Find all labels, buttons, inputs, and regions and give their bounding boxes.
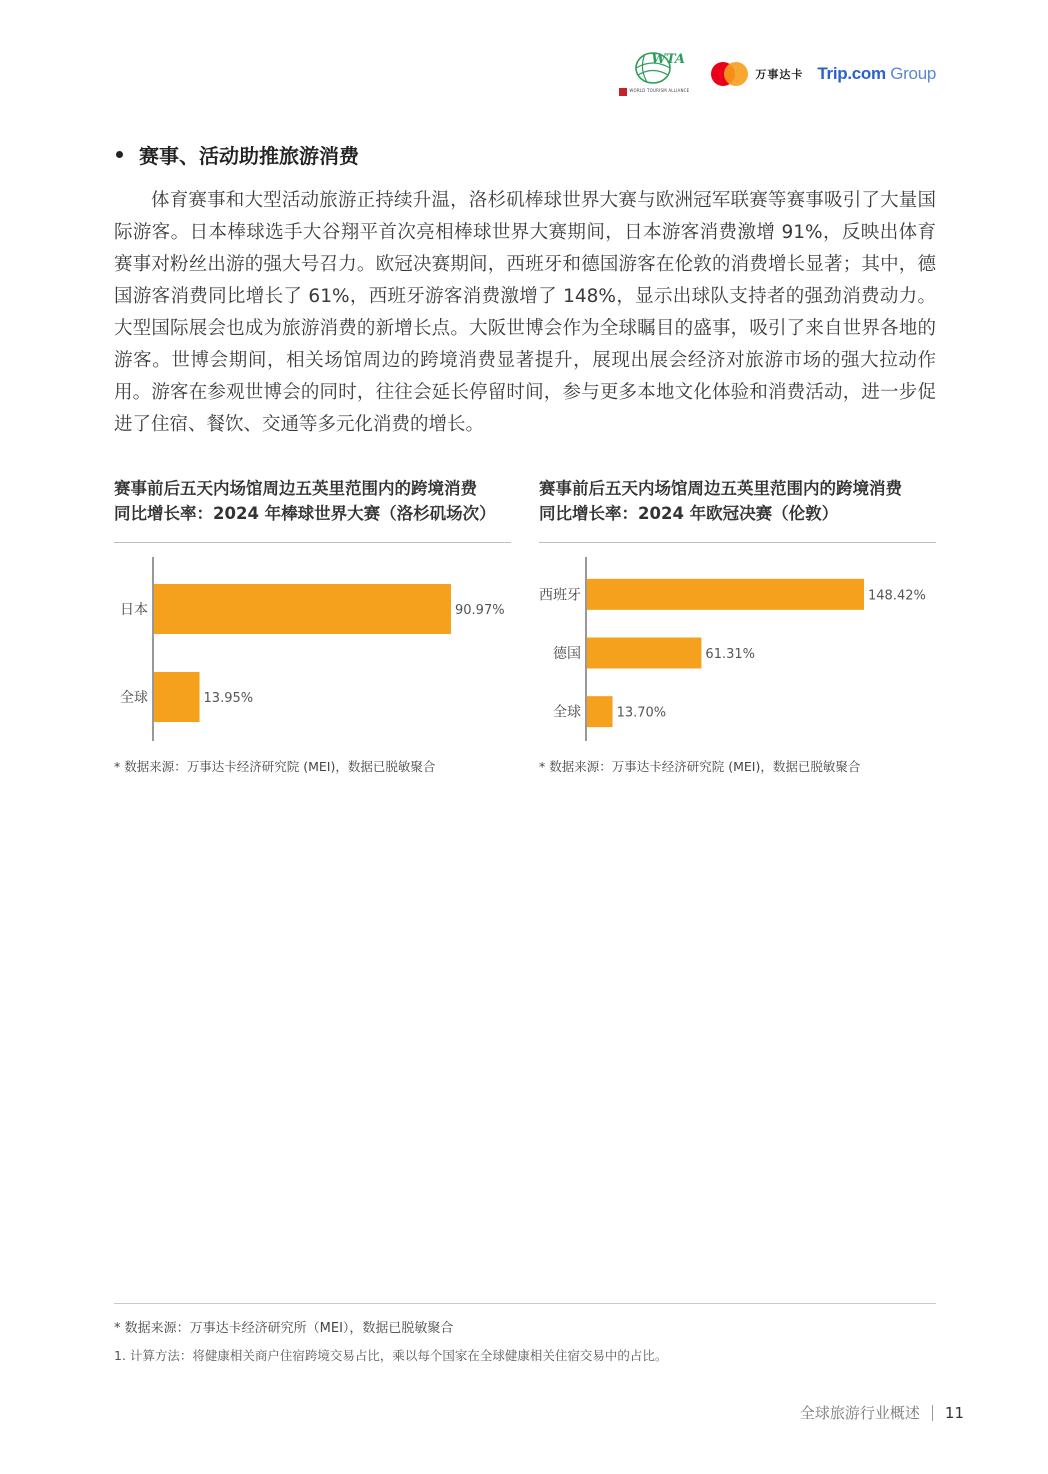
category-label: 德国	[553, 646, 581, 662]
body-paragraph: 体育赛事和大型活动旅游正持续升温，洛杉矶棒球世界大赛与欧洲冠军联赛等赛事吸引了大量国际游客。日本棒球选手大谷翔平首次亮相棒球世界大赛期间，日本游客消费激增 91%，反映出体育赛事对粉丝出游的强大号召力。欧冠决赛期间，西班牙和德国游客在伦敦的消费增长显著；其中，德国游客消费同比增长了 61%，西班牙游客消费激增了 148%，显示出球队支持者的强劲消费动力。大型国际展会也成为旅游消费的新增长点。大阪世博会作为全球瞩目的盛事，吸引了来自世界各地的游客。世博会期间，相关场馆周边的跨境消费显著提升，展现出展会经济对旅游市场的强大拉动作用。游客在参观世博会的同时，往往会延长停留时间，参与更多本地文化体验和消费活动，进一步促进了住宿、餐饮、交通等多元化消费的增长。	[114, 190, 936, 435]
bar-2	[587, 696, 613, 727]
section-title-text: 赛事、活动助推旅游消费	[139, 144, 359, 168]
bar-1	[154, 672, 200, 722]
chart-title-line1: 赛事前后五天内场馆周边五英里范围内的跨境消费	[114, 479, 477, 498]
trip-brand: Trip.com	[817, 64, 886, 83]
footnote-divider	[114, 1303, 936, 1304]
footnote-method: 1. 计算方法：将健康相关商户住宿跨境交易占比，乘以每个国家在全球健康相关住宿交易中的占比。	[114, 1348, 668, 1363]
header-logos	[619, 48, 936, 100]
mastercard-text: 万事达卡	[755, 68, 804, 81]
footnote-source: * 数据来源：万事达卡经济研究所（MEI），数据已脱敏聚合	[114, 1321, 454, 1336]
section-heading	[114, 140, 359, 169]
page-number: 11	[944, 1403, 964, 1422]
bar-0	[154, 584, 451, 634]
category-label: 全球	[120, 690, 148, 706]
trip-group: Group	[890, 64, 936, 83]
wta-subtext: WORLD TOURISM ALLIANCE	[629, 88, 690, 93]
bar-1	[587, 638, 701, 669]
chart-title	[114, 476, 512, 528]
mastercard-orange-circle	[724, 62, 748, 86]
value-label: 13.70%	[616, 705, 667, 721]
value-label: 148.42%	[868, 588, 926, 604]
category-label: 全球	[553, 704, 581, 721]
page-footer	[800, 1402, 964, 1423]
wta-logo-text: WTA	[651, 52, 686, 67]
chart-plot	[539, 543, 937, 753]
trip-com-logo	[817, 64, 936, 84]
chart-plot	[114, 543, 512, 753]
chart-ucl-final	[539, 476, 937, 775]
report-title: 全球旅游行业概述	[799, 1404, 920, 1422]
value-label: 13.95%	[203, 691, 254, 706]
chart-title-line1: 赛事前后五天内场馆周边五英里范围内的跨境消费	[539, 479, 902, 498]
chart-source-note: * 数据来源：万事达卡经济研究院 (MEI)，数据已脱敏聚合	[114, 759, 436, 774]
category-label: 西班牙	[539, 587, 581, 604]
chart-title-line2: 同比增长率：2024 年欧冠决赛（伦敦）	[539, 504, 839, 523]
wta-red-mark	[619, 88, 627, 96]
footer-separator	[932, 1405, 933, 1421]
value-label: 61.31%	[705, 647, 756, 662]
mastercard-logo	[711, 61, 751, 87]
bar-0	[587, 579, 864, 610]
chart-source-note: * 数据来源：万事达卡经济研究院 (MEI)，数据已脱敏聚合	[539, 759, 861, 774]
bullet-icon	[116, 151, 123, 158]
chart-baseball	[114, 476, 512, 775]
chart-title-line2: 同比增长率：2024 年棒球世界大赛（洛杉矶场次）	[114, 504, 496, 523]
chart-title	[539, 476, 937, 528]
category-label: 日本	[120, 602, 148, 618]
value-label: 90.97%	[455, 603, 505, 618]
wta-logo	[619, 48, 699, 100]
